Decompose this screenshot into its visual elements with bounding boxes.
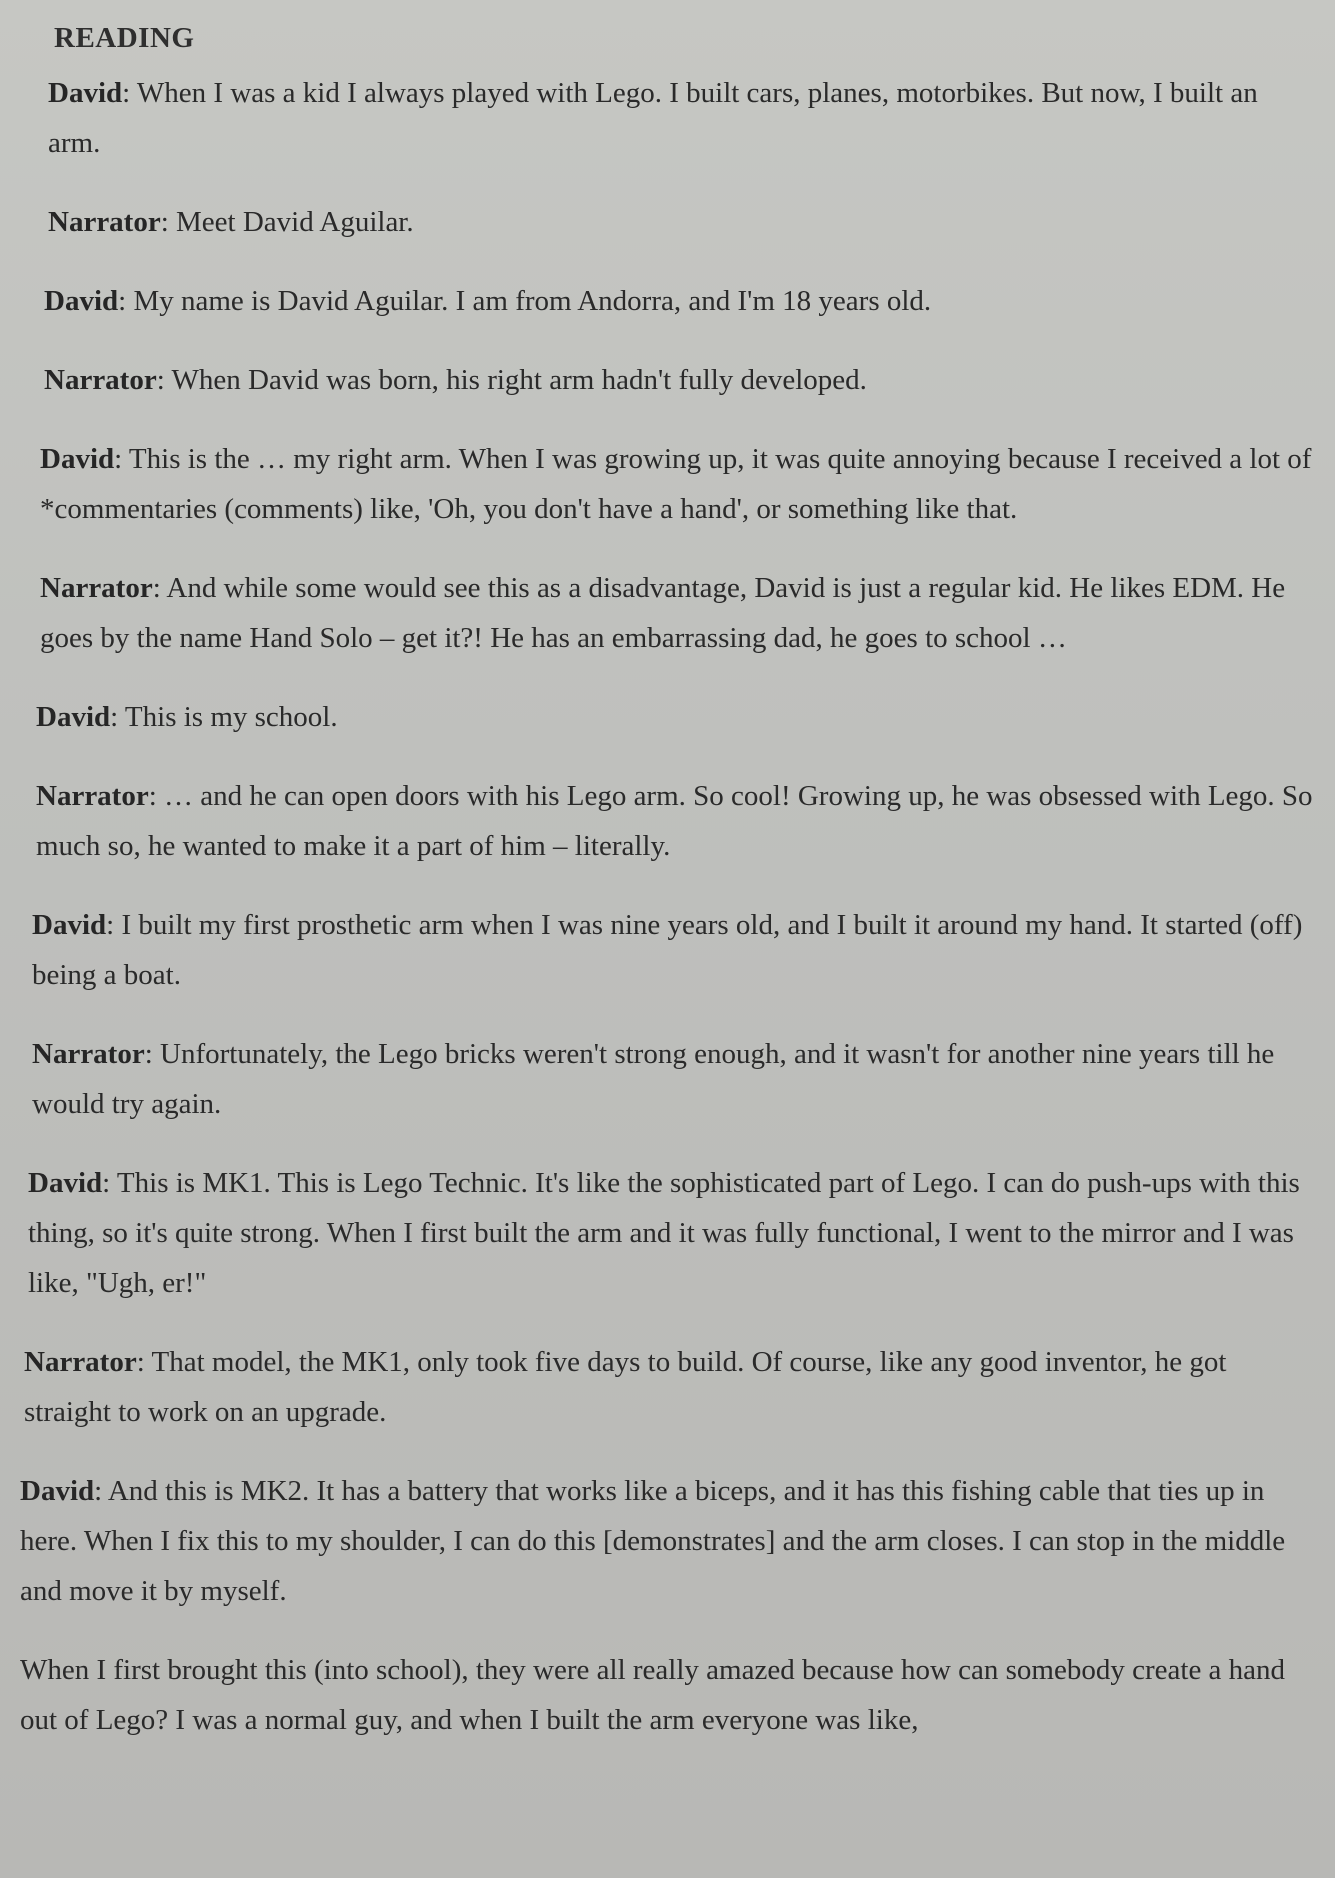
transcript-paragraph [44,355,1315,405]
speaker-label: Narrator [40,572,153,604]
speaker-label: David [40,443,115,475]
transcript-paragraph [36,692,1315,742]
paragraph-text: When I first brought this (into school), they were all really amazed because how can somebody create a hand out of Lego? I was a normal guy, and when I built the arm everyone was like, [20,1654,1286,1736]
speaker-label: David [20,1475,95,1507]
paragraph-text: : When David was born, his right arm hadn't fully developed. [156,364,867,396]
transcript-paragraph [20,1645,1315,1745]
speaker-label: David [32,909,107,941]
paragraph-text: : This is the … my right arm. When I was growing up, it was quite annoying because I received a lot of *commentaries (comments) like, 'Oh, you don't have a hand', or something like that. [40,443,1312,525]
speaker-label: Narrator [48,206,161,238]
paragraph-text: : This is MK1. This is Lego Technic. It's like the sophisticated part of Lego. I can do push-ups with this thing, so it's quite strong. When I first built the arm and it was fully functional, I went to the mirror and I was like, "Ugh, er!" [28,1167,1300,1299]
speaker-label: David [28,1167,103,1199]
paragraph-text: : My name is David Aguilar. I am from Andorra, and I'm 18 years old. [118,285,932,317]
speaker-label: David [48,77,123,109]
transcript-paragraph [24,1337,1315,1437]
transcript-paragraph [32,1029,1315,1129]
paragraph-text: : I built my first prosthetic arm when I was nine years old, and I built it around my hand. It started (off) being a boat. [32,909,1303,991]
paragraph-text: : And while some would see this as a disadvantage, David is just a regular kid. He likes EDM. He goes by the name Hand Solo – get it?! He has an embarrassing dad, he goes to school … [40,572,1286,654]
paragraph-text: : This is my school. [110,701,338,733]
transcript-paragraph [28,1158,1315,1308]
page-title: READING [54,22,195,54]
paragraph-text: : And this is MK2. It has a battery that works like a biceps, and it has this fishing cable that ties up in here. When I fix this to my shoulder, I can do this [demonstrates] and the arm closes. I can stop in the middle and move it by myself. [20,1475,1286,1607]
transcript-paragraph [40,434,1315,534]
speaker-label: Narrator [44,364,157,396]
transcript-paragraph [36,771,1315,871]
transcript-paragraph [32,900,1315,1000]
transcript-paragraph [48,197,1315,247]
transcript-paragraph [48,68,1315,168]
speaker-label: Narrator [36,780,149,812]
transcript-paragraph [44,276,1315,326]
speaker-label: David [44,285,119,317]
paragraph-text: : That model, the MK1, only took five days to build. Of course, like any good inventor, he got straight to work on an upgrade. [24,1346,1227,1428]
speaker-label: Narrator [32,1038,145,1070]
paragraph-text: : Meet David Aguilar. [160,206,414,238]
transcript-paragraph [20,1466,1315,1616]
paragraph-text: : Unfortunately, the Lego bricks weren't strong enough, and it wasn't for another nine years till he would try again. [32,1038,1275,1120]
transcript-paragraph [40,563,1315,663]
speaker-label: David [36,701,111,733]
paragraph-text: : When I was a kid I always played with Lego. I built cars, planes, motorbikes. But now, I built an arm. [48,77,1258,159]
speaker-label: Narrator [24,1346,137,1378]
paragraph-text: : … and he can open doors with his Lego arm. So cool! Growing up, he was obsessed with Lego. So much so, he wanted to make it a part of him – literally. [36,780,1313,862]
